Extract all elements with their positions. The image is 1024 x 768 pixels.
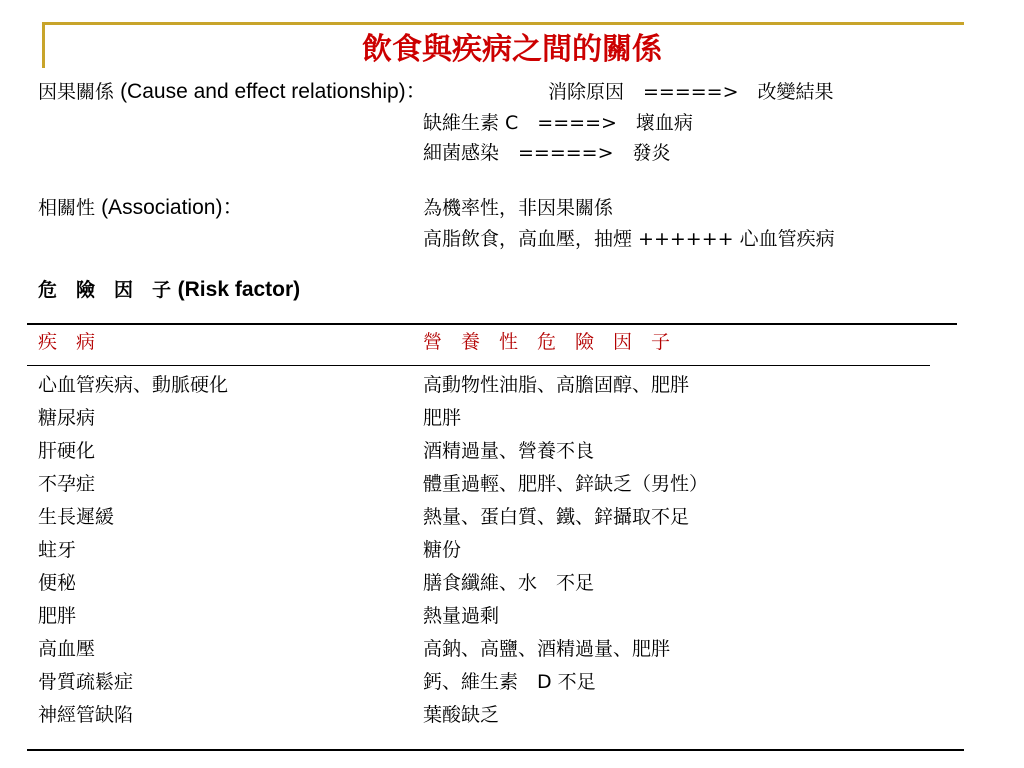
association-label: 相關性 bbox=[38, 197, 96, 219]
page-title: 飲食與疾病之間的關係 bbox=[362, 32, 662, 67]
risk-factor-cell: 糖份 bbox=[423, 539, 462, 561]
association-label-en: (Association)： bbox=[101, 196, 244, 219]
cause-label-row bbox=[38, 80, 427, 104]
disease-cell: 蛀牙 bbox=[38, 539, 77, 561]
disease-cell: 肝硬化 bbox=[38, 440, 96, 462]
cause-line-3: 細菌感染 =====> 發炎 bbox=[423, 142, 671, 164]
title-frame-top-bar bbox=[42, 22, 964, 25]
association-line-1: 為機率性，非因果關係 bbox=[423, 197, 614, 219]
risk-factor-cell: 葉酸缺乏 bbox=[423, 704, 500, 726]
disease-cell: 便秘 bbox=[38, 572, 77, 594]
risk-factor-cell: 熱量、蛋白質、鐵、鋅攝取不足 bbox=[423, 506, 690, 528]
table-header-risk-factors: 營 養 性 危 險 因 子 bbox=[423, 331, 671, 353]
disease-cell: 生長遲緩 bbox=[38, 506, 115, 528]
cause-line-2: 缺維生素 C ====> 壞血病 bbox=[423, 112, 693, 134]
risk-factor-cell: 鈣、維生素 D 不足 bbox=[423, 671, 596, 693]
association-line-2: 高脂飲食，高血壓，抽煙 ++++++ 心血管疾病 bbox=[423, 228, 835, 250]
disease-cell: 糖尿病 bbox=[38, 407, 96, 429]
cause-label: 因果關係 bbox=[38, 81, 115, 103]
risk-factor-label-en: (Risk factor) bbox=[177, 278, 301, 301]
table-bottom-rule bbox=[27, 749, 964, 751]
risk-factor-cell: 肥胖 bbox=[423, 407, 462, 429]
cause-label-en: (Cause and effect relationship)： bbox=[120, 80, 427, 103]
risk-factor-label: 危 險 因 子 bbox=[38, 279, 172, 301]
disease-cell: 肥胖 bbox=[38, 605, 77, 627]
risk-factor-cell: 熱量過剩 bbox=[423, 605, 500, 627]
cause-line-1: 消除原因 =====> 改變結果 bbox=[548, 81, 834, 103]
risk-factor-cell: 酒精過量、營養不良 bbox=[423, 440, 595, 462]
association-label-row bbox=[38, 196, 243, 220]
disease-cell: 骨質疏鬆症 bbox=[38, 671, 134, 693]
disease-cell: 高血壓 bbox=[38, 638, 96, 660]
risk-factor-cell: 膳食纖維、水 不足 bbox=[423, 572, 595, 594]
risk-factor-cell: 體重過輕、肥胖、鋅缺乏（男性） bbox=[423, 473, 709, 495]
table-header-disease: 疾 病 bbox=[38, 331, 96, 353]
risk-factor-cell: 高動物性油脂、高膽固醇、肥胖 bbox=[423, 374, 690, 396]
risk-factor-cell: 高鈉、高鹽、酒精過量、肥胖 bbox=[423, 638, 671, 660]
disease-cell: 不孕症 bbox=[38, 473, 96, 495]
risk-factor-heading bbox=[38, 278, 300, 302]
disease-cell: 神經管缺陷 bbox=[38, 704, 134, 726]
disease-cell: 心血管疾病、動脈硬化 bbox=[38, 374, 229, 396]
table-top-rule bbox=[27, 323, 957, 325]
table-header-rule bbox=[27, 365, 930, 366]
